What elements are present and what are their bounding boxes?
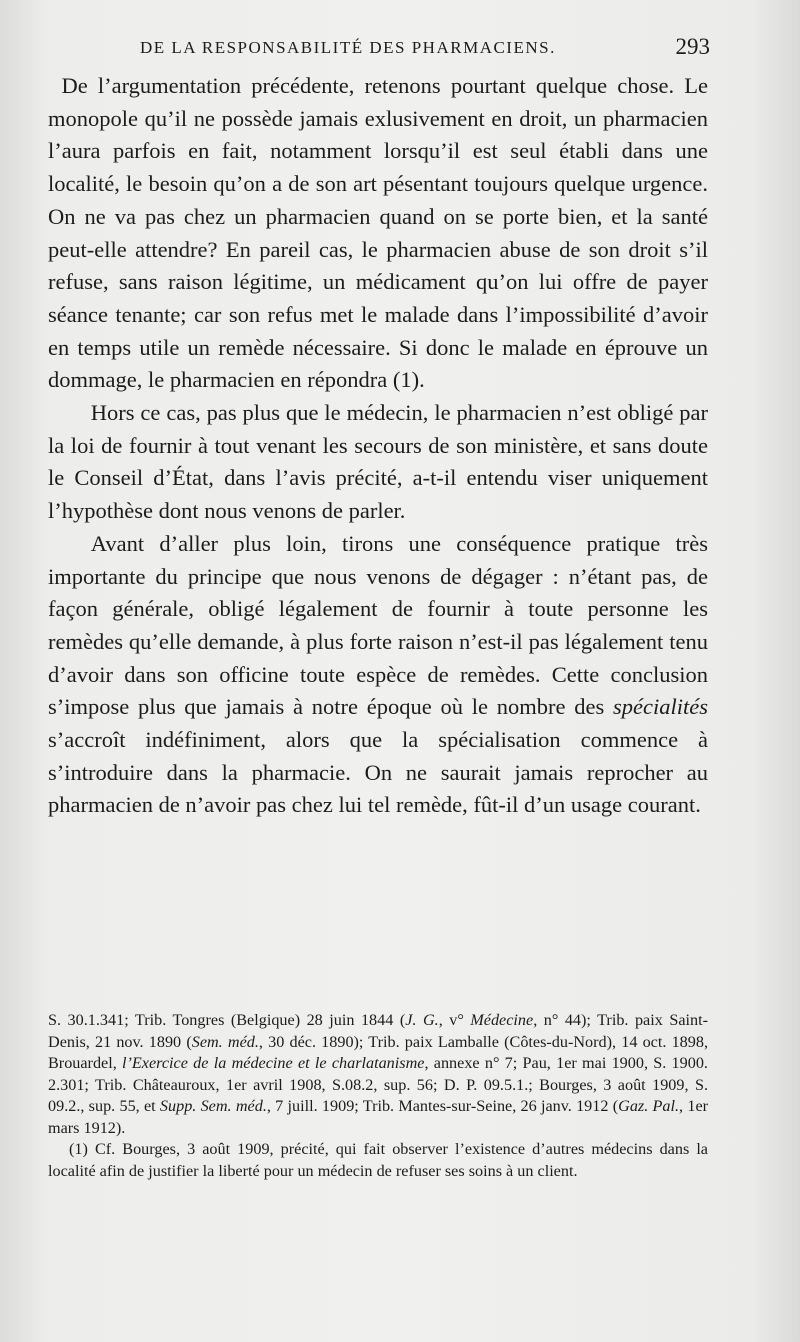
page-header [140, 34, 710, 60]
footnote-italic: Médecine [470, 1011, 534, 1029]
paragraph-1: De l’argumentation précédente, retenons pourtant quelque chose. Le monopole qu’il ne possède jamais exlusivement en droit, un pharmacien l’aura parfois en fait, notamment lorsqu’il est seul établi dans une localité, le besoin qu’on a de son art pésentant toujours quelque urgence. On ne va pas chez un pharmacien quand on se porte bien, et la santé peut-elle attendre? En pareil cas, le pharmacien abuse de son droit s’il refuse, sans raison légitime, un médicament qu’on lui offre de payer séance tenante; car son refus met le malade dans l’impossibilité d’avoir en temps utile un remède nécessaire. Si donc le malade en éprouve un dommage, le pharmacien en répondra (1). [48, 73, 708, 393]
footnote-1: (1) Cf. Bourges, 3 août 1909, précité, qui fait observer l’existence d’autres médecins dans la localité afin de justifier la liberté pour un médecin de refuser ses soins à un client. [48, 1140, 708, 1180]
footnote-italic: Gaz. Pal. [618, 1097, 680, 1115]
paragraph-3-text-a: Avant d’aller plus loin, tirons une conséquence pratique très importante du principe que nous venons de dégager : n’étant pas, de façon générale, obligé légalement de fournir à toute personne les remèdes qu’elle demande, à plus forte raison n’est-il pas légalement tenu d’avoir dans son officine toute espèce de remèdes. Cette conclusion s’impose plus que jamais à notre époque où le nombre des [48, 530, 708, 720]
footnote-text: S. 30.1.341; Trib. Tongres (Belgique) 28 juin 1844 ( [48, 1011, 406, 1029]
running-title: DE LA RESPONSABILITÉ DES PHARMACIENS. [140, 38, 556, 57]
footnote-text: , n° 44); Trib. paix Saint-Denis, 21 nov. 1890 ( [48, 1011, 708, 1051]
body-text [48, 70, 708, 822]
italic-term: spécialités [613, 694, 708, 720]
footnote-italic: J. G. [405, 1011, 439, 1029]
footnote-text: , 30 déc. 1890); Trib. paix Lamballe (Côtes-du-Nord), 14 oct. 1898, Brouardel, [48, 1032, 709, 1072]
footnote-text: , 7 juill. 1909; Trib. Mantes-sur-Seine, 26 janv. 1912 ( [266, 1097, 619, 1115]
footnote-text: , v° [438, 1011, 471, 1029]
page-number: 293 [675, 34, 710, 59]
footnote-italic: l’Exercice de la médecine et le charlatanisme [122, 1054, 425, 1072]
footnote-text: , annexe n° 7; Pau, 1er mai 1900, S. 1900. 2.301; Trib. Châteauroux, 1er avril 1908, S.08.2, sup. 56; D. P. 09.5.1.; Bourges, 3 août 1909, S. 09.2., sup. 55, et [48, 1054, 708, 1115]
footnote-italic: Supp. Sem. méd. [159, 1097, 267, 1115]
paragraph-2: Hors ce cas, pas plus que le médecin, le pharmacien n’est obligé par la loi de fournir à tout venant les secours de son ministère, et sans doute le Conseil d’État, dans l’avis précité, a-t-il entendu viser uniquement l’hypothèse dont nous venons de parler. [48, 400, 708, 524]
footnote-continuation [48, 1010, 708, 1139]
footnote-italic: Sem. méd. [191, 1032, 259, 1051]
footnote-text: , 1er mars 1912). [48, 1097, 709, 1137]
paragraph-3-text-b: s’accroît indéfiniment, alors que la spécialisation commence à s’introduire dans la pharmacie. On ne saurait jamais reprocher au pharmacien de n’avoir pas chez lui tel remède, fût-il d’un usage courant. [48, 727, 708, 818]
paragraph-3 [48, 528, 708, 822]
footnotes [48, 1010, 708, 1182]
